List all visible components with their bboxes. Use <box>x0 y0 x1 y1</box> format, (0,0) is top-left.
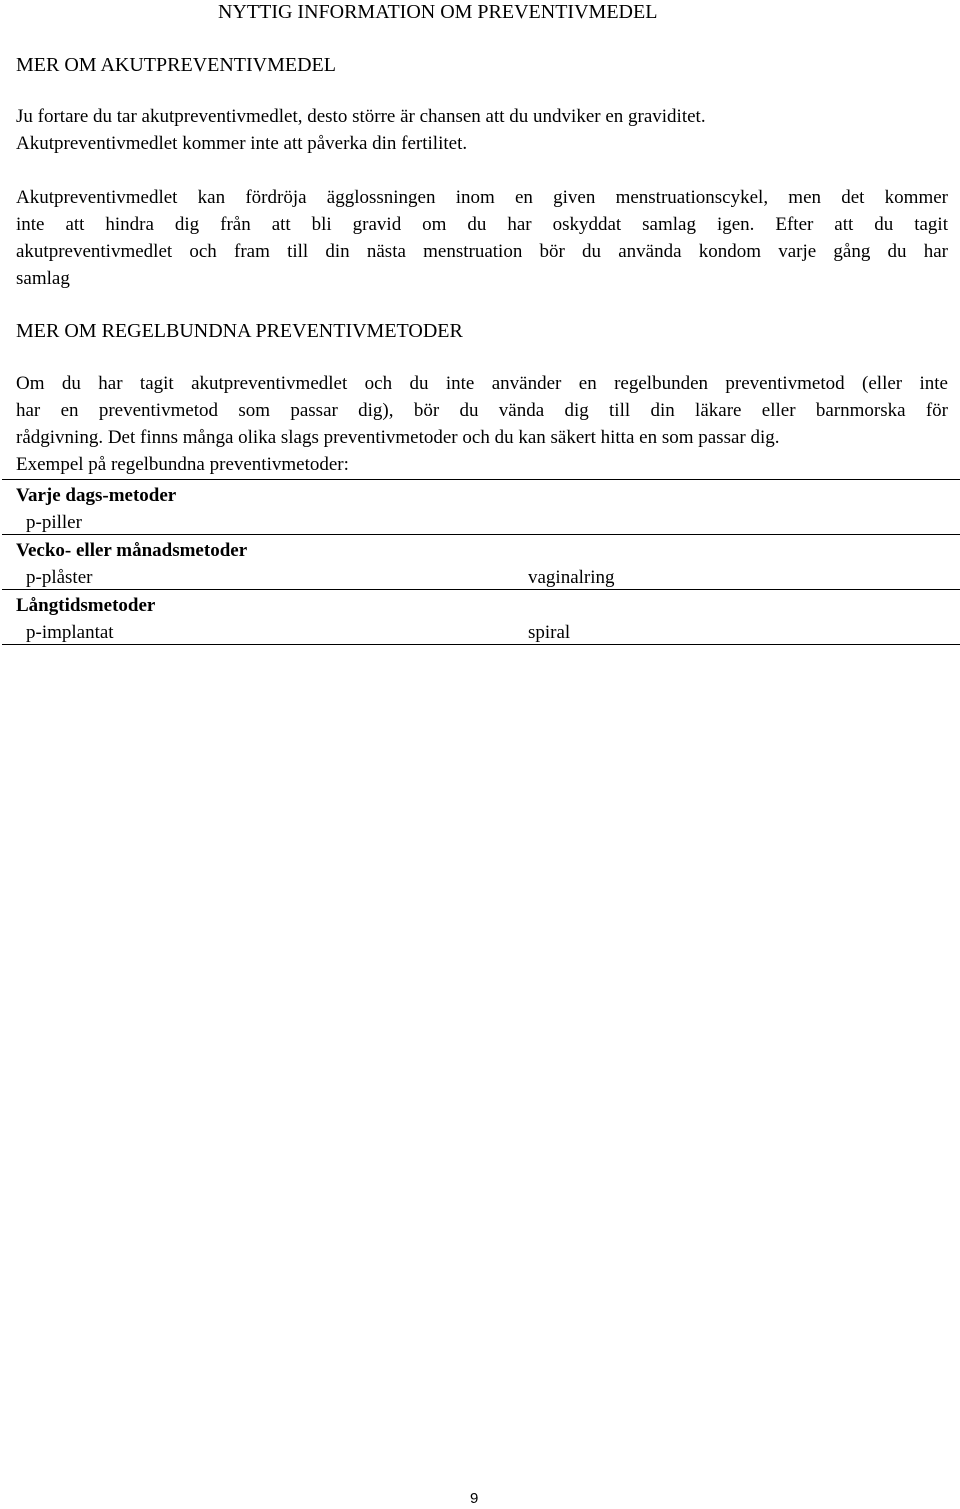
method-item: vaginalring <box>502 562 960 590</box>
paragraph-ovulation-delay <box>16 184 948 292</box>
section-heading-regular-methods: MER OM REGELBUNDNA PREVENTIVMETODER <box>16 320 463 342</box>
text-line: Ju fortare du tar akutpreventivmedlet, desto större är chansen att du undviker en graviditet. <box>16 106 706 127</box>
category-row-daily <box>2 480 960 508</box>
page-number: 9 <box>470 1490 479 1507</box>
method-item: p-piller <box>2 507 502 535</box>
paragraph-emergency-timing <box>16 103 948 157</box>
text-line: Om du har tagit akutpreventivmedlet och du inte använder en regelbunden preventivmetod (eller inte <box>16 373 948 394</box>
text-line: rådgivning. Det finns många olika slags preventivmetoder och du kan säkert hitta en som passar dig. <box>16 427 780 448</box>
text-line: Akutpreventivmedlet kan fördröja ägglossningen inom en given menstruationscykel, men det kommer <box>16 187 948 208</box>
text-line: inte att hindra dig från att bli gravid om du har oskyddat samlag igen. Efter att du tagit <box>16 214 948 235</box>
method-item: p-implantat <box>2 617 502 645</box>
method-item: spiral <box>502 617 960 645</box>
method-item: p-plåster <box>2 562 502 590</box>
text-line: samlag <box>16 268 70 289</box>
method-row <box>2 507 960 535</box>
category-row-weekly-monthly <box>2 535 960 563</box>
method-item-empty <box>502 507 960 535</box>
text-line: Akutpreventivmedlet kommer inte att påverka din fertilitet. <box>16 133 468 154</box>
category-label: Vecko- eller månadsmetoder <box>16 540 248 561</box>
text-line: har en preventivmetod som passar dig), bör du vända dig till din läkare eller barnmorska för <box>16 400 948 421</box>
text-line: Exempel på regelbundna preventivmetoder: <box>16 454 349 475</box>
methods-table <box>2 479 960 645</box>
category-label: Långtidsmetoder <box>16 595 156 616</box>
category-row-long-term <box>2 590 960 618</box>
page-title: NYTTIG INFORMATION OM PREVENTIVMEDEL <box>218 1 658 23</box>
method-row <box>2 562 960 590</box>
section-heading-emergency-contraception: MER OM AKUTPREVENTIVMEDEL <box>16 54 336 76</box>
text-line: akutpreventivmedlet och fram till din nästa menstruation bör du använda kondom varje gång du har <box>16 241 948 262</box>
method-row <box>2 617 960 645</box>
paragraph-regular-methods <box>16 370 948 478</box>
category-label: Varje dags-metoder <box>2 480 960 508</box>
